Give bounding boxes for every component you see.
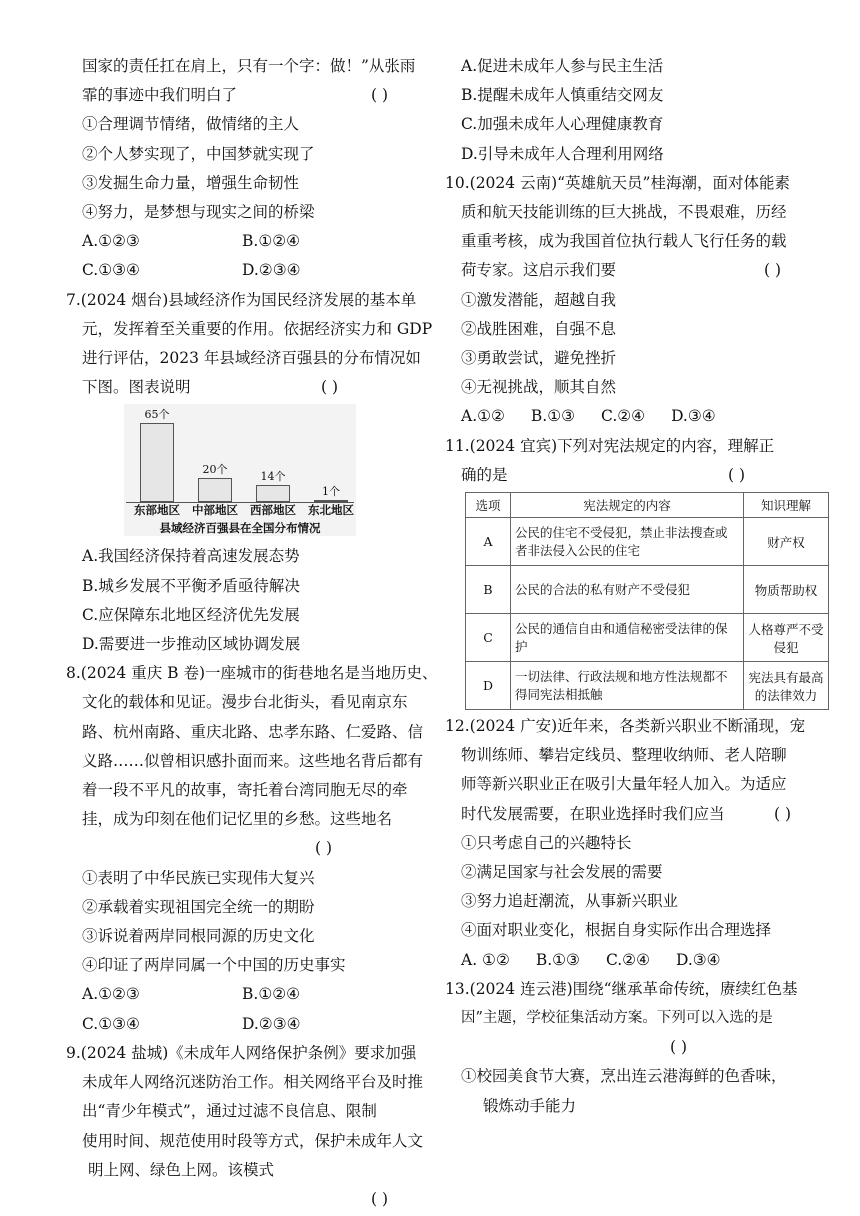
q8-text-line: 着一段不平凡的故事，寄托着台湾同胞无尽的牵 <box>82 781 408 800</box>
chart-title: 县域经济百强县在全国分布情况 <box>159 521 321 536</box>
table-row <box>466 566 829 614</box>
q7-text-line: 下图。图表说明 ( ) <box>66 373 428 402</box>
left-column <box>66 52 438 1214</box>
option-a[interactable]: A.①② <box>461 407 505 426</box>
option-c[interactable]: C.①③④ <box>82 1014 140 1033</box>
option-b[interactable]: B.①②④ <box>242 985 301 1004</box>
q10-text-line: 10.(2024 云南)“英雄航天员”桂海潮，面对体能素 <box>445 173 790 192</box>
answer-paren: ( ) <box>773 804 791 823</box>
option-b[interactable]: B.①②④ <box>242 232 301 251</box>
statement: ④努力，是梦想与现实之间的桥梁 <box>82 203 315 222</box>
table-cell: 公民的合法的私有财产不受侵犯 <box>511 566 744 614</box>
answer-paren: ( ) <box>370 1189 388 1208</box>
statement: ②个人梦实现了，中国梦就实现了 <box>82 144 315 163</box>
choice[interactable]: A.我国经济保持着高速发展态势 <box>82 547 300 566</box>
chart-data-label: 1个 <box>322 485 340 499</box>
statement: ③诉说着两岸同根同源的历史文化 <box>82 927 315 946</box>
option-d[interactable]: D.②③④ <box>242 261 301 280</box>
statement: ③努力追赶潮流，从事新兴职业 <box>461 892 679 911</box>
q10-text-line: 荷专家。这启示我们要 ( ) <box>445 256 815 285</box>
table-row <box>466 662 829 710</box>
chart-category-label: 中部地区 <box>192 503 238 518</box>
statement: ②满足国家与社会发展的需要 <box>461 863 663 882</box>
q6-text-line: 霏的事迹中我们明白了 ( ) <box>66 81 428 110</box>
table-cell: D <box>466 662 511 710</box>
table-cell: 宪法具有最高的法律效力 <box>744 662 829 710</box>
chart-category-label: 东北地区 <box>308 503 354 518</box>
table-cell: 公民的通信自由和通信秘密受法律的保护 <box>511 614 744 662</box>
chart-data-label: 65个 <box>144 407 170 421</box>
q10-text-line: 重重考核，成为我国首位执行载人飞行任务的载 <box>461 232 787 251</box>
q13-text-line: 13.(2024 连云港)围绕“继承革命传统，赓续红色基 <box>445 979 798 998</box>
option-row <box>66 227 428 256</box>
chart-data-label: 14个 <box>260 470 286 484</box>
q9-text-line: 9.(2024 盐城)《未成年人网络保护条例》要求加强 <box>66 1043 417 1062</box>
choice[interactable]: B.城乡发展不平衡矛盾亟待解决 <box>82 576 300 595</box>
choice[interactable]: D.需要进一步推动区域协调发展 <box>82 635 301 654</box>
choice[interactable]: D.引导未成年人合理利用网络 <box>461 144 664 163</box>
choice[interactable]: B.提醒未成年人慎重结交网友 <box>461 86 664 105</box>
answer-paren: ( ) <box>314 839 332 858</box>
answer-paren: ( ) <box>669 1038 687 1057</box>
option-b[interactable]: B.①③ <box>530 407 576 426</box>
answer-paren: ( ) <box>727 465 745 484</box>
q11-text-line: 确的是 ( ) <box>445 461 815 490</box>
option-row <box>445 402 815 431</box>
q11-text-line: 11.(2024 宜宾)下列对宪法规定的内容，理解正 <box>445 436 775 455</box>
q9-text-line: 未成年人网络沉迷防治工作。相关网络平台及时推 <box>82 1073 424 1092</box>
q12-text-line: 12.(2024 广安)近年来，各类新兴职业不断涌现，宠 <box>445 717 806 736</box>
table-header: 选项 <box>466 493 511 518</box>
table-row <box>466 614 829 662</box>
table-row <box>466 518 829 566</box>
table-cell: 公民的住宅不受侵犯，禁止非法搜查或者非法侵入公民的住宅 <box>511 518 744 566</box>
answer-paren: ( ) <box>320 378 338 397</box>
table-cell: 财产权 <box>744 518 829 566</box>
table-cell: 一切法律、行政法规和地方性法规都不得同宪法相抵触 <box>511 662 744 710</box>
table-cell: 物质帮助权 <box>744 566 829 614</box>
answer-paren: ( ) <box>763 261 781 280</box>
statement: ①激发潜能，超越自我 <box>461 290 617 309</box>
constitution-table <box>465 492 829 710</box>
q7-text-line: 元，发挥着至关重要的作用。依据经济实力和 GDP <box>82 319 433 338</box>
statement: ④印证了两岸同属一个中国的历史事实 <box>82 956 346 975</box>
chart-bar <box>256 485 290 502</box>
option-row <box>66 1010 428 1039</box>
table-cell: 人格尊严不受侵犯 <box>744 614 829 662</box>
q8-text-line: 8.(2024 重庆 B 卷)一座城市的街巷地名是当地历史、 <box>66 664 438 683</box>
statement: ①校园美食节大赛，烹出连云港海鲜的色香味， <box>461 1067 787 1086</box>
q9-text-line: 使用时间、规范使用时段等方式，保护未成年人文 <box>82 1131 424 1150</box>
choice[interactable]: C.加强未成年人心理健康教育 <box>461 115 664 134</box>
option-c[interactable]: C.②④ <box>601 407 646 426</box>
option-a[interactable]: A.①②③ <box>82 985 140 1004</box>
q10-text-line: 质和航天技能训练的巨大挑战，不畏艰难，历经 <box>461 203 787 222</box>
statement: ③勇敢尝试，避免挫折 <box>461 349 617 368</box>
q12-text-line: 时代发展需要，在职业选择时我们应当 ( ) <box>445 800 815 829</box>
table-header-row <box>466 493 829 518</box>
chart-bar <box>140 423 174 503</box>
table-header: 知识理解 <box>744 493 829 518</box>
q12-text-line: 物训练师、攀岩定线员、整理收纳师、老人陪聊 <box>461 746 787 765</box>
q9-text-line: 明上网、绿色上网。该模式 <box>88 1160 275 1179</box>
q8-text-line: 挂，成为印刻在他们记忆里的乡愁。这些地名 <box>82 810 393 829</box>
table-cell: A <box>466 518 511 566</box>
q13-text-line: 因”主题，学校征集活动方案。下列可以入选的是 <box>461 1010 773 1027</box>
q8-text-line: 路、杭州南路、重庆北路、忠孝东路、仁爱路、信 <box>82 722 424 741</box>
option-row <box>66 980 428 1009</box>
option-b[interactable]: B.①③ <box>535 950 580 969</box>
q7-text-line: 7.(2024 烟台)县域经济作为国民经济发展的基本单 <box>66 290 417 309</box>
chart-category-label: 东部地区 <box>134 503 180 518</box>
right-column <box>445 52 824 1121</box>
option-a[interactable]: A.①②③ <box>82 232 140 251</box>
statement: ②战胜困难，自强不息 <box>461 319 617 338</box>
chart-bar <box>198 478 232 503</box>
q12-text-line: 师等新兴职业正在吸引大量年轻人加入。为适应 <box>461 775 787 794</box>
statement: ①合理调节情绪，做情绪的主人 <box>82 115 300 134</box>
choice[interactable]: C.应保障东北地区经济优先发展 <box>82 605 300 624</box>
q8-text-line: 义路……似曾相识感扑面而来。这些地名背后都有 <box>82 751 424 770</box>
option-d[interactable]: D.②③④ <box>242 1014 301 1033</box>
option-d[interactable]: D.③④ <box>671 407 716 426</box>
option-row <box>445 946 815 975</box>
statement: ②承载着实现祖国完全统一的期盼 <box>82 897 315 916</box>
statement: ④无视挑战，顺其自然 <box>461 378 617 397</box>
statement: ④面对职业变化，根据自身实际作出合理选择 <box>461 921 772 940</box>
option-row <box>66 256 428 285</box>
q9-text-line: 出“青少年模式”，通过过滤不良信息、限制 <box>82 1102 377 1121</box>
option-c[interactable]: C.②④ <box>605 950 650 969</box>
table-header: 宪法规定的内容 <box>511 493 744 518</box>
answer-paren: ( ) <box>370 86 388 105</box>
statement: 锻炼动手能力 <box>483 1096 577 1115</box>
choice[interactable]: A.促进未成年人参与民主生活 <box>461 57 664 75</box>
statement: ①只考虑自己的兴趣特长 <box>461 833 632 852</box>
option-c[interactable]: C.①③④ <box>82 261 140 280</box>
q7-text-line: 进行评估，2023 年县域经济百强县的分布情况如 <box>82 349 421 368</box>
option-a[interactable]: A. ①② <box>461 950 510 969</box>
table-cell: C <box>466 614 511 662</box>
q8-text-line: 文化的载体和见证。漫步台北街头，看见南京东 <box>82 693 408 712</box>
chart-category-label: 西部地区 <box>250 503 296 518</box>
option-d[interactable]: D.③④ <box>675 950 721 969</box>
q6-text-line: 国家的责任扛在肩上，只有一个字：做！”从张雨 <box>82 57 416 75</box>
table-cell: B <box>466 566 511 614</box>
statement: ①表明了中华民族已实现伟大复兴 <box>82 868 315 887</box>
bar-chart <box>124 404 356 536</box>
chart-data-label: 20个 <box>202 462 228 476</box>
statement: ③发掘生命力量，增强生命韧性 <box>82 173 300 192</box>
